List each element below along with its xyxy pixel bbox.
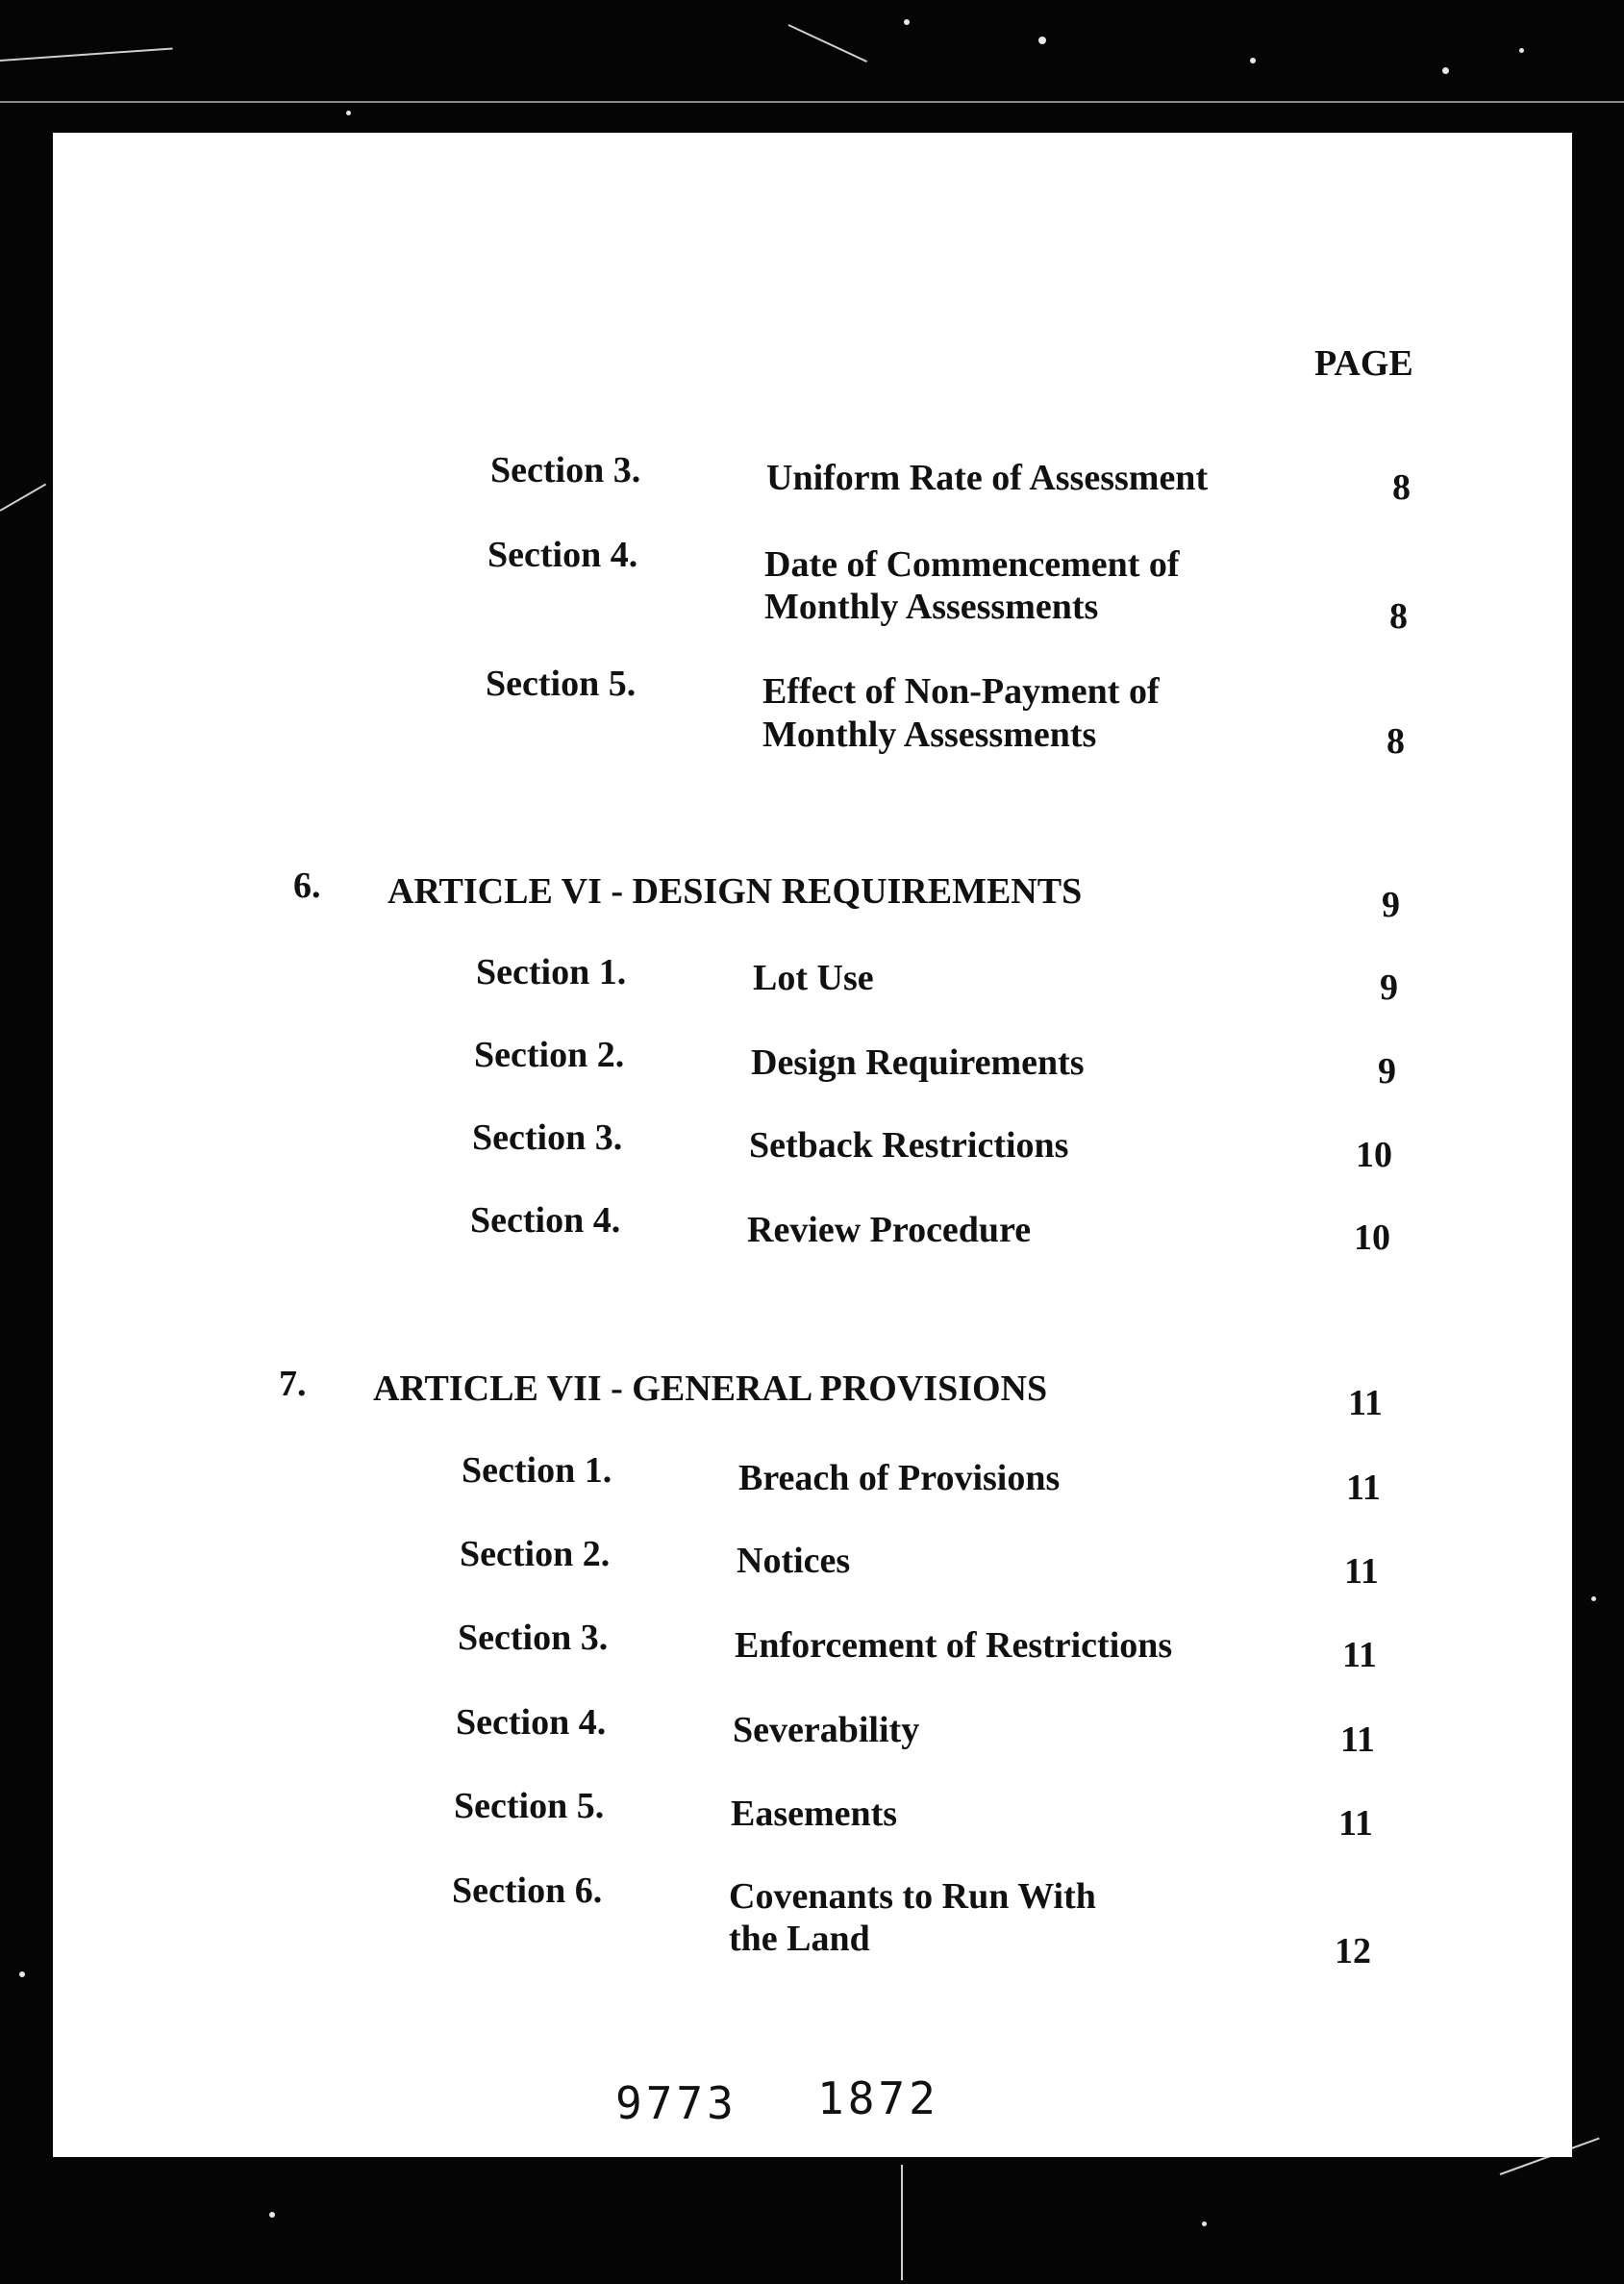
section-page: 11 <box>1340 1719 1375 1760</box>
section-title-line2: the Land <box>729 1919 870 1959</box>
scan-speck <box>346 111 351 115</box>
scan-speck <box>1038 37 1046 44</box>
section-page: 10 <box>1354 1217 1390 1258</box>
page-column-label: PAGE <box>1314 343 1413 384</box>
section-page: 8 <box>1389 596 1408 637</box>
article-number: 7. <box>279 1364 307 1404</box>
section-number: Section 1. <box>476 952 627 992</box>
section-title: Lot Use <box>753 958 874 998</box>
section-number: Section 5. <box>486 664 637 704</box>
section-title: Easements <box>731 1794 898 1834</box>
article-title: ARTICLE VI - DESIGN REQUIREMENTS <box>387 871 1083 912</box>
section-title-line2: Monthly Assessments <box>764 587 1099 627</box>
article-page: 11 <box>1348 1383 1383 1423</box>
section-number: Section 3. <box>490 450 641 490</box>
section-title: Enforcement of Restrictions <box>735 1625 1173 1666</box>
section-number: Section 3. <box>472 1117 623 1158</box>
section-number: Section 4. <box>470 1200 621 1241</box>
scan-speck <box>1250 58 1256 63</box>
document-page <box>53 133 1572 2157</box>
section-number: Section 4. <box>487 535 638 575</box>
scan-speck <box>1202 2221 1207 2226</box>
section-page: 10 <box>1356 1135 1392 1175</box>
section-number: Section 6. <box>452 1870 603 1911</box>
section-page: 9 <box>1380 967 1398 1008</box>
section-title: Design Requirements <box>751 1042 1085 1083</box>
section-page: 12 <box>1335 1931 1371 1971</box>
section-page: 11 <box>1338 1803 1373 1844</box>
section-title: Date of Commencement of <box>764 544 1180 585</box>
scan-scratch <box>901 2165 903 2280</box>
section-title: Review Procedure <box>747 1210 1032 1250</box>
section-page: 8 <box>1392 467 1411 508</box>
scan-scratch <box>0 47 173 62</box>
article-title: ARTICLE VII - GENERAL PROVISIONS <box>373 1368 1048 1409</box>
article-page: 9 <box>1382 885 1400 925</box>
section-page: 11 <box>1346 1468 1381 1508</box>
section-page: 8 <box>1387 721 1405 762</box>
scan-scratch <box>0 101 1624 103</box>
section-number: Section 1. <box>462 1450 612 1491</box>
section-title: Covenants to Run With <box>729 1876 1096 1917</box>
section-title: Notices <box>737 1541 851 1581</box>
section-page: 11 <box>1344 1551 1379 1592</box>
section-number: Section 3. <box>458 1618 609 1658</box>
section-title: Breach of Provisions <box>738 1458 1061 1498</box>
article-number: 6. <box>293 866 321 906</box>
scan-scratch <box>0 484 46 512</box>
section-title-line2: Monthly Assessments <box>762 715 1097 755</box>
recording-book-number: 9773 <box>615 2077 737 2129</box>
scan-speck <box>1591 1596 1596 1601</box>
section-page: 9 <box>1378 1051 1396 1092</box>
section-title: Setback Restrictions <box>749 1125 1069 1166</box>
scan-speck <box>1519 48 1524 53</box>
recording-page-number: 1872 <box>817 2072 939 2124</box>
scan-speck <box>269 2212 275 2218</box>
section-title: Uniform Rate of Assessment <box>766 458 1209 498</box>
scan-speck <box>904 19 910 25</box>
section-number: Section 2. <box>474 1035 625 1075</box>
scan-speck <box>19 1971 25 1977</box>
scan-speck <box>1442 67 1449 74</box>
scan-scratch <box>788 24 867 63</box>
section-number: Section 4. <box>456 1702 607 1743</box>
section-page: 11 <box>1342 1635 1377 1675</box>
section-number: Section 5. <box>454 1786 605 1826</box>
section-title: Effect of Non-Payment of <box>762 671 1160 712</box>
section-title: Severability <box>733 1710 920 1750</box>
section-number: Section 2. <box>460 1534 611 1574</box>
